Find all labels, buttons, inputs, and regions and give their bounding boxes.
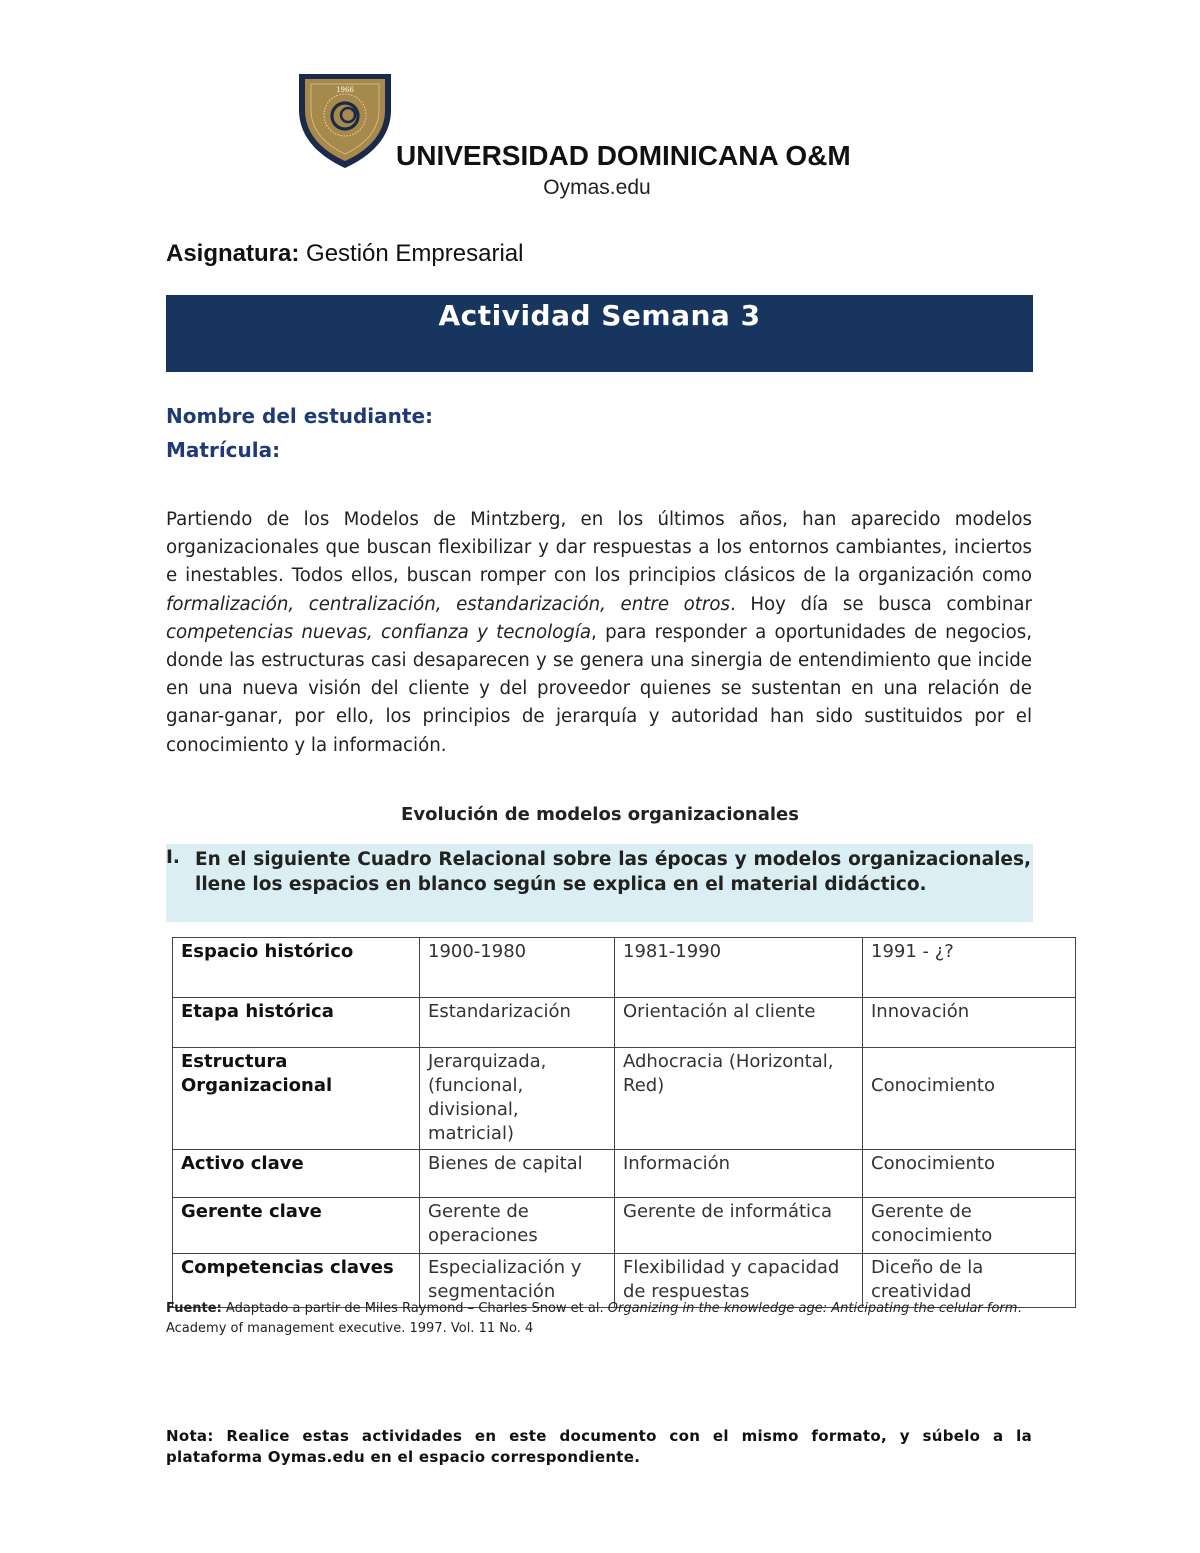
instruction-box xyxy=(166,844,1033,922)
student-name-label: Nombre del estudiante: xyxy=(166,404,434,428)
table-cell: Gerente de informática xyxy=(615,1198,863,1254)
subject-value: Gestión Empresarial xyxy=(306,240,524,267)
table-cell: Flexibilidad y capacidad de respuestas xyxy=(615,1254,863,1308)
table-row xyxy=(173,1150,1076,1198)
student-id-label: Matrícula: xyxy=(166,438,281,462)
source-tail: . Academy of management executive. 1997. Vol. 11 No. 4 xyxy=(166,1301,1022,1336)
intro-text-1: Partiendo de los Modelos de Mintzberg, en los últimos años, han aparecido modelos organizacionales que buscan flexibilizar y dar respuestas a los entornos cambiantes, inciertos e inestables. Todos ellos, buscan romper con los principios clásicos de la organización como xyxy=(166,509,1032,587)
table-cell: Gerente de operaciones xyxy=(420,1198,615,1254)
intro-text-2: . Hoy día se busca combinar xyxy=(730,593,1032,615)
table-cell: Diceño de la creatividad xyxy=(863,1254,1076,1308)
intro-paragraph xyxy=(166,506,1032,760)
table-cell: Estandarización xyxy=(420,998,615,1048)
row-header: Gerente clave xyxy=(173,1198,420,1254)
intro-italic-1: formalización, centralización, estandarización, entre otros xyxy=(166,593,730,615)
svg-text:1966: 1966 xyxy=(336,86,354,94)
row-header: Espacio histórico xyxy=(173,938,420,998)
relational-table xyxy=(172,937,1076,1308)
table-row xyxy=(173,1048,1076,1150)
table-cell: Innovación xyxy=(863,998,1076,1048)
source-text: Adaptado a partir de Miles Raymond – Charles Snow et al. xyxy=(221,1301,608,1316)
submission-note: Nota: Realice estas actividades en este documento con el mismo formato, y súbelo a la plataforma Oymas.edu en el espacio correspondiente. xyxy=(166,1427,1032,1466)
intro-text-3: , para responder a oportunidades de negocios, donde las estructuras casi desaparecen y se genera una sinergia de entendimiento que incide en una nueva visión del cliente y del proveedor quienes se sustentan en una relación de ganar-ganar, por ello, los principios de jerarquía y autoridad han sido sustituidos por el conocimiento y la información. xyxy=(166,621,1032,756)
subject-label: Asignatura: xyxy=(166,240,300,267)
university-name: UNIVERSIDAD DOMINICANA O&M xyxy=(396,140,851,171)
section-title: Evolución de modelos organizacionales xyxy=(401,804,799,825)
row-header: Competencias claves xyxy=(173,1254,420,1308)
table-cell: Jerarquizada, (funcional, divisional, matricial) xyxy=(420,1048,615,1150)
table-cell: 1991 - ¿? xyxy=(863,938,1076,998)
table-cell: Información xyxy=(615,1150,863,1198)
table-cell: Especialización y segmentación xyxy=(420,1254,615,1308)
table-cell: Gerente de conocimiento xyxy=(863,1198,1076,1254)
table-cell: 1900-1980 xyxy=(420,938,615,998)
table-cell: 1981-1990 xyxy=(615,938,863,998)
university-crest-logo xyxy=(295,70,395,170)
source-label: Fuente: xyxy=(166,1301,222,1316)
table-row xyxy=(173,938,1076,998)
table-cell: Bienes de capital xyxy=(420,1150,615,1198)
table-cell: Conocimiento xyxy=(863,1048,1076,1150)
instruction-number: I. xyxy=(166,847,180,868)
activity-banner xyxy=(166,295,1033,372)
table-cell: Conocimiento xyxy=(863,1150,1076,1198)
row-header: Estructura Organizacional xyxy=(173,1048,420,1150)
row-header: Activo clave xyxy=(173,1150,420,1198)
university-website xyxy=(0,176,1200,200)
table-row xyxy=(173,998,1076,1048)
source-citation xyxy=(166,1299,1036,1339)
intro-italic-2: competencias nuevas, confianza y tecnología xyxy=(166,621,592,643)
website-text: Oymas.edu xyxy=(543,176,651,199)
table-cell: Orientación al cliente xyxy=(615,998,863,1048)
instruction-text: En el siguiente Cuadro Relacional sobre las épocas y modelos organizacionales, llene los espacios en blanco según se explica en el material didáctico. xyxy=(195,849,1031,895)
activity-title: Actividad Semana 3 xyxy=(438,299,761,332)
source-title: Organizing in the knowledge age: Anticipating the celular form xyxy=(607,1301,1018,1316)
table-cell: Adhocracia (Horizontal, Red) xyxy=(615,1048,863,1150)
row-header: Etapa histórica xyxy=(173,998,420,1048)
subject-line xyxy=(166,240,523,268)
table-row xyxy=(173,1198,1076,1254)
